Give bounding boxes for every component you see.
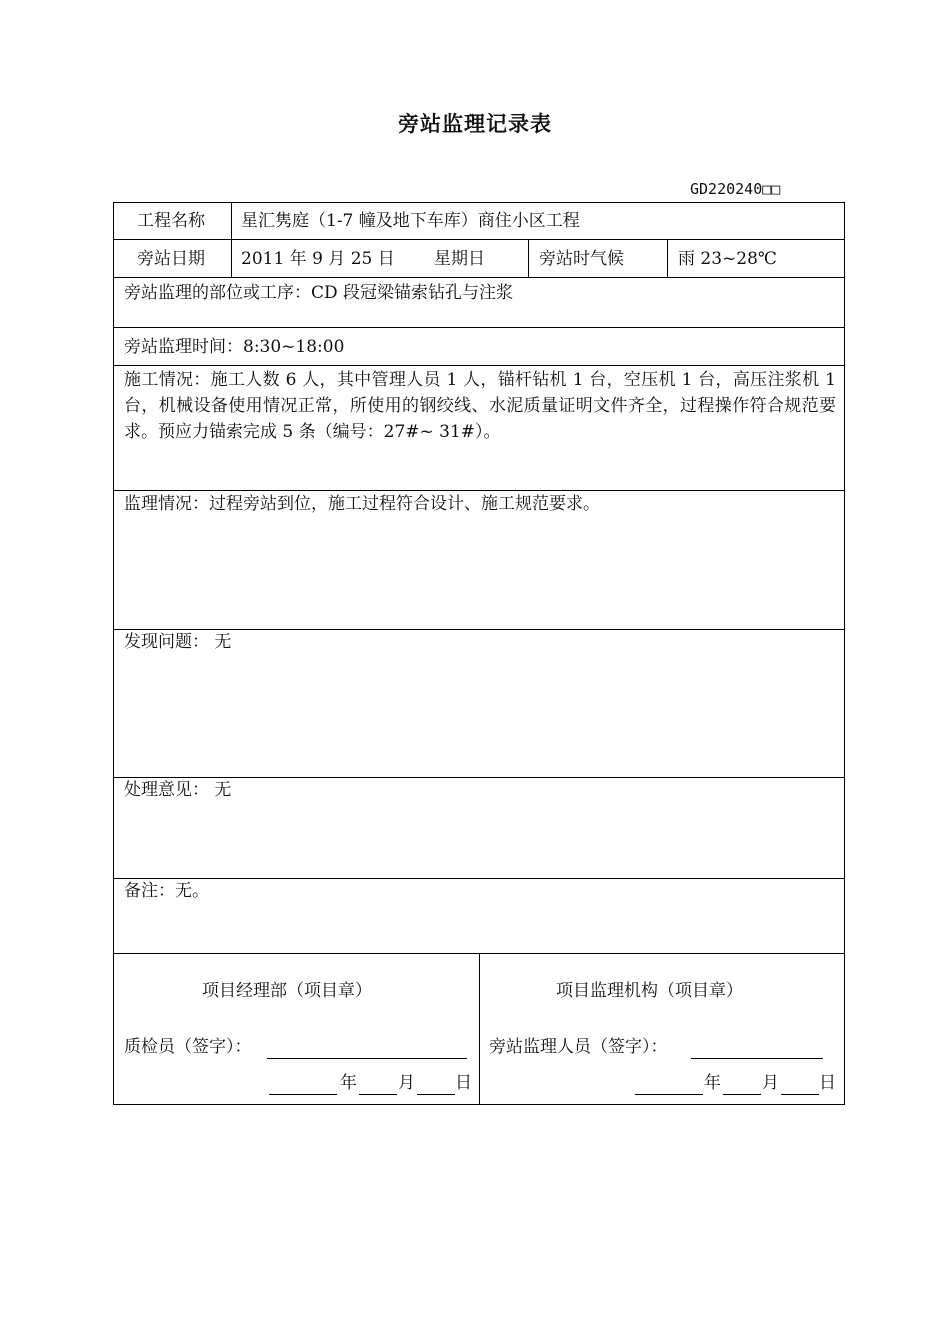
weather-label: 旁站时气候 — [539, 249, 624, 269]
left-signer-label: 质检员（签字）： — [124, 1037, 252, 1057]
handling-opinion: 处理意见： 无 — [124, 780, 232, 800]
right-seal-title: 项目监理机构（项目章） — [556, 981, 743, 1001]
row-divider — [114, 277, 844, 278]
record-table — [113, 202, 845, 1105]
project-name-label: 工程名称 — [137, 211, 205, 231]
weather-value: 雨 23~28℃ — [678, 249, 777, 269]
part-process-field: 旁站监理的部位或工序：CD 段冠梁锚索钻孔与注浆 — [124, 283, 514, 303]
right-month-label: 月 — [762, 1073, 779, 1093]
left-year-label: 年 — [340, 1073, 357, 1093]
row-divider — [114, 239, 844, 240]
right-day-label: 日 — [819, 1073, 836, 1093]
supervision-status: 监理情况：过程旁站到位，施工过程符合设计、施工规范要求。 — [124, 494, 600, 514]
left-day-line[interactable] — [417, 1094, 455, 1095]
form-code: GD220240□□ — [690, 180, 781, 198]
right-signer-label: 旁站监理人员（签字）： — [489, 1037, 668, 1057]
right-year-line[interactable] — [635, 1094, 703, 1095]
right-year-label: 年 — [704, 1073, 721, 1093]
left-month-line[interactable] — [359, 1094, 397, 1095]
date-value: 2011 年 9 月 25 日 — [241, 249, 395, 269]
problems-found: 发现问题： 无 — [124, 632, 232, 652]
row-divider — [114, 878, 844, 879]
col-divider — [667, 239, 668, 277]
left-seal-title: 项目经理部（项目章） — [202, 981, 372, 1001]
row-divider — [114, 327, 844, 328]
right-signature-line[interactable] — [691, 1058, 823, 1059]
row-divider — [114, 365, 844, 366]
weekday-value: 星期日 — [434, 249, 485, 269]
supervision-time-field: 旁站监理时间：8:30~18:00 — [124, 337, 345, 357]
date-label: 旁站日期 — [137, 249, 205, 269]
right-day-line[interactable] — [781, 1094, 819, 1095]
col-divider — [479, 953, 480, 1105]
document-title: 旁站监理记录表 — [398, 111, 552, 136]
right-month-line[interactable] — [723, 1094, 761, 1095]
construction-status: 施工情况：施工人数 6 人，其中管理人员 1 人，锚杆钻机 1 台，空压机 1 台，高压注浆机 1 台，机械设备使用情况正常，所使用的钢绞线、水泥质量证明文件齐全，过程操作符合规范要求。预应力锚索完成 5 条（编号：27#~ 31#）。 — [124, 370, 836, 442]
col-divider — [231, 203, 232, 277]
left-year-line[interactable] — [269, 1094, 337, 1095]
left-signature-line[interactable] — [267, 1058, 467, 1059]
remarks: 备注：无。 — [124, 881, 209, 901]
col-divider — [528, 239, 529, 277]
row-divider — [114, 490, 844, 491]
left-day-label: 日 — [455, 1073, 472, 1093]
left-month-label: 月 — [398, 1073, 415, 1093]
project-name-value: 星汇隽庭（1-7 幢及地下车库）商住小区工程 — [241, 211, 580, 231]
